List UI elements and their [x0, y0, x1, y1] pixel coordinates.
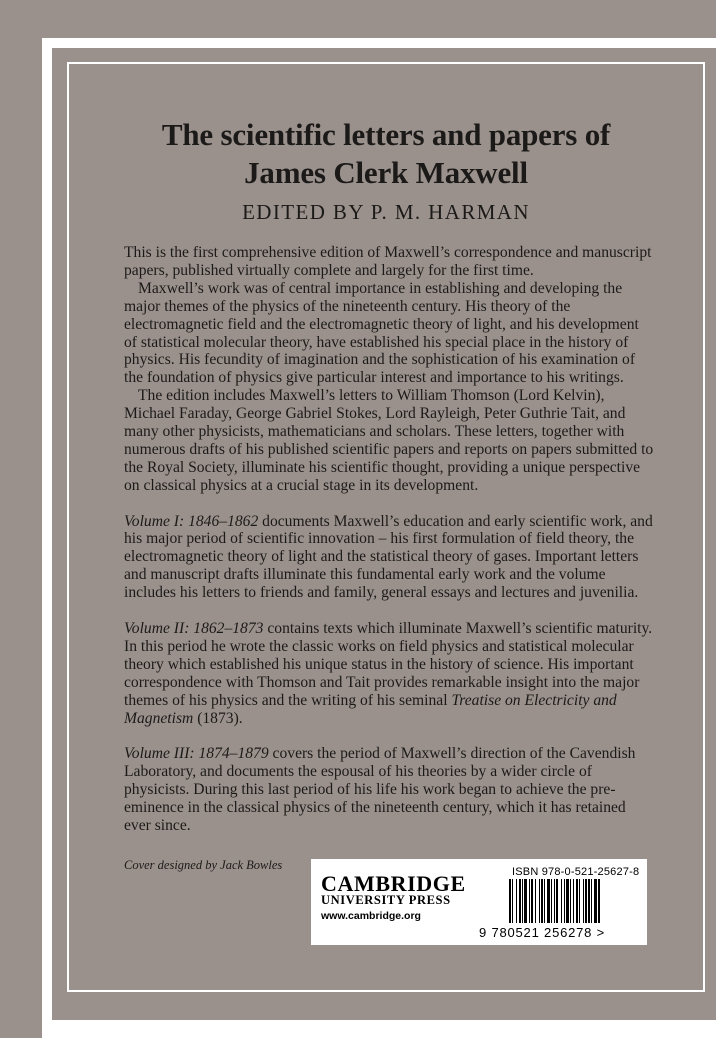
intro-paragraph-3: The edition includes Maxwell’s letters to William Thomson (Lord Kelvin), Michael Faraday, George Gabriel Stokes, Lord Rayleigh, Peter Guthrie Tait, and many other physicists, mathematicians and scholars. These letters, together with numerous drafts of his published scientific papers and reports on papers submitted to the Royal Society, illuminate his scientific thought, providing a unique perspective on classical physics at a crucial stage in its development. — [124, 387, 654, 494]
barcode-digits: 9 780521 256278 > — [479, 925, 606, 940]
volume-1-label: Volume I: 1846–1862 — [124, 512, 259, 530]
volume-3-text: covers the period of Maxwell’s direction of the Cavendish Laboratory, and documents the espousal of his theories by a wider circle of physicists. During this last period of his life his work began to achieve the pre-eminence in the classical physics of the nineteenth century, which it has retained ever since. — [124, 745, 636, 834]
publisher-url: www.cambridge.org — [321, 910, 421, 922]
volume-2-text: contains texts which illuminate Maxwell’s scientific maturity. In this period he wrote the classic works on field physics and statistical molecular theory which established his unique status in the history of science. His important correspondence with Thomson and Tait provides remarkable insight into the major themes of his physics and the writing of his seminal — [124, 620, 653, 709]
volume-1-text: documents Maxwell’s education and early scientific work, and his major period of scientific innovation – his first formulation of field theory, the electromagnetic theory of light and the statistical theory of gases. Important letters and manuscript drafts illuminate this fundamental early work and the volume includes his letters to friends and family, general essays and lectures and juvenilia. — [124, 512, 653, 602]
blurb — [124, 244, 654, 835]
cover-designer-credit: Cover designed by Jack Bowles — [124, 858, 283, 872]
intro-paragraph-1: This is the first comprehensive edition of Maxwell’s correspondence and manuscript papers, published virtually complete and largely for the first time. — [124, 244, 652, 279]
volume-2-label: Volume II: 1862–1873 — [124, 620, 264, 637]
volume-1-paragraph — [124, 513, 654, 603]
intro-paragraph-2: Maxwell’s work was of central importance in establishing and developing the major themes of the physics of the nineteenth century. His theory of the electromagnetic field and the electromagnetic theory of light, and his development of statistical molecular theory, have established his special place in the history of physics. His fecundity of imagination and the sophistication of his examination of the foundation of physics give particular interest and importance to his writings. — [124, 279, 639, 387]
book-title — [67, 116, 705, 192]
publisher-box — [311, 859, 647, 945]
volume-3-label: Volume III: 1874–1879 — [124, 745, 269, 763]
isbn-label: ISBN 978-0-521-25627-8 — [512, 866, 640, 878]
publisher-logo-subtitle: UNIVERSITY PRESS — [321, 893, 451, 907]
title-line-1: The scientific letters and papers of — [161, 117, 611, 152]
volume-2-tail: (1873). — [193, 709, 243, 727]
volume-3-paragraph — [124, 745, 654, 835]
volume-2-paragraph — [124, 620, 654, 727]
editor-credit: EDITED BY P. M. HARMAN — [242, 200, 530, 224]
barcode-icon — [507, 879, 635, 923]
publisher-logo-name: CAMBRIDGE — [321, 871, 466, 896]
title-line-2: James Clerk Maxwell — [244, 155, 528, 190]
volume-2-work-title: Treatise on Electricity and Magnetism — [124, 691, 617, 727]
